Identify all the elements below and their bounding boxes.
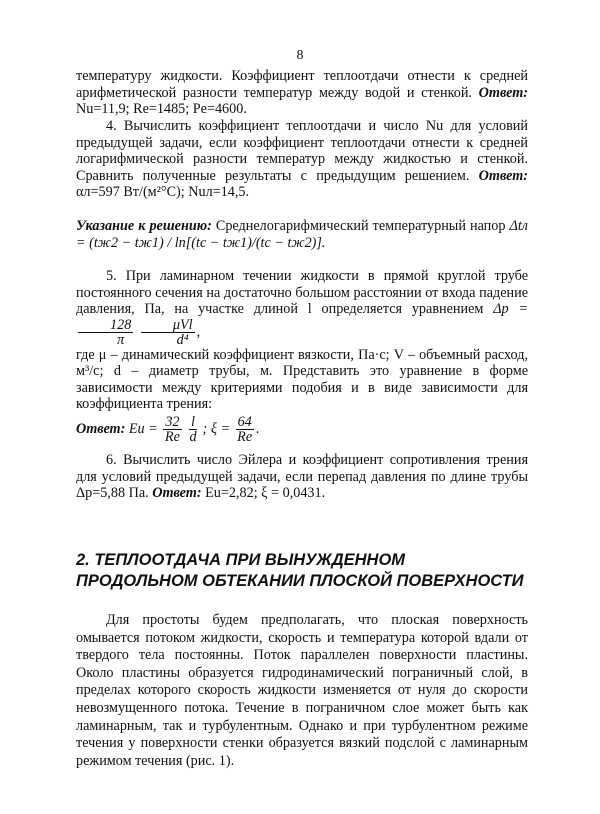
task-5: 5. При ламинарном течении жидкости в прямой круглой трубе постоянного сечения на достаточно большом расстоянии от входа падение давления, Па, на участке длиной l определяется уравнением Δp = $\frac{128}{\pi}$ $\frac{\text{μVl}}{\text{d⁴}}$ , где μ – динамический коэффициент вязкости, Па·с; V – объемный расход, м³/с; d – диаметр трубы, м. Представить это уравнение в форме зависимости между критериями подобия и в виде зависимости для коэффициента трения:: [76, 268, 529, 412]
fraction-numerator: l: [191, 414, 195, 430]
task-4: [76, 118, 528, 201]
fraction-numerator: 128: [78, 318, 133, 333]
page-number: 8: [296, 48, 304, 63]
fraction-denominator: Re: [237, 429, 253, 445]
hint-formula: Δtл = (tж2 − tж1) / ln[(tс − tж1)/(tс − tж2)].: [76, 218, 528, 251]
answer-values: Nu=11,9; Re=1485; Pe=4600.: [76, 101, 247, 117]
fraction-denominator: d⁴: [176, 331, 189, 348]
fraction-denominator: d: [189, 429, 197, 445]
answer-label: Ответ:: [478, 167, 528, 184]
section-body: [76, 612, 528, 770]
section-heading: 2. ТЕПЛООТДАЧА ПРИ ВЫНУЖДЕННОМ ПРОДОЛЬНОМ ОБТЕКАНИИ ПЛОСКОЙ ПОВЕРХНОСТИ: [76, 551, 524, 590]
section-body-text: Для простоты будем предполагать, что плоская поверхность омывается потоком жидкости, скорость и температура которой вдали от твердого тела постоянны. Поток параллелен поверхности пластины. Около пластины образуется гидродинамический пограничный слой, в пределах которого скорость жидкости изменяется от нуля до скорости невозмущенного потока. Течение в пограничном слое может быть как ламинарным, так и турбулентным. Однако и при турбулентном режиме течения у поверхности стенки образуется вязкий подслой с ламинарным режимом течения (рис. 1).: [76, 612, 528, 769]
pressure-drop-lhs: Δp =: [493, 301, 529, 317]
answer-label: Ответ:: [478, 84, 528, 101]
hint-block: [76, 218, 528, 251]
hint-label: Указание к решению:: [76, 218, 212, 234]
answer-label: Ответ:: [76, 420, 126, 437]
fraction-128-pi: [78, 318, 133, 347]
continuation-text: температуру жидкости. Коэффициент теплоотдачи отнести к средней арифметической разности температур между водой и стенкой.: [76, 68, 528, 101]
task-4-answer: αл=597 Вт/(м²°С); Nuл=14,5.: [76, 184, 250, 200]
fraction-l-d: [189, 415, 197, 444]
fraction-denominator: Re: [164, 429, 180, 445]
hint-text: Среднелогарифмический температурный напор: [215, 218, 506, 234]
task-6-text: 6. Вычислить число Эйлера и коэффициент сопротивления трения для условий предыдущей задачи, если перепад давления по длине трубы Δp=5,88 Па.: [76, 452, 528, 501]
fraction-numerator: μVl: [141, 318, 195, 333]
block-continuation: [76, 68, 528, 118]
task-5-text: 5. При ламинарном течении жидкости в прямой круглой трубе постоянного сечения на достаточно большом расстоянии от входа падение давления, Па, на участке длиной l определяется уравнением: [76, 268, 528, 317]
answer-label: Ответ:: [152, 485, 202, 501]
euler-lhs: Eu =: [128, 420, 158, 437]
fraction-64-re: [236, 415, 254, 444]
task-4-text: 4. Вычислить коэффициент теплоотдачи и число Nu для условий предыдущей задачи, если коэффициент теплоотдачи отнести к средней логарифмической разности температур между жидкостью и стенкой. Сравнить полученные результаты с предыдущим решением.: [76, 118, 528, 184]
task-6: [76, 452, 528, 502]
fraction-numerator: 32: [165, 414, 180, 430]
friction-lhs: ; ξ =: [202, 420, 231, 437]
task-5-answer: Ответ: Eu = $\frac{32}{Re}$ $\frac{l}{d}$ ; ξ = $\frac{64}{Re}$ .: [76, 414, 260, 445]
task-5-definitions: где μ – динамический коэффициент вязкости, Па·с; V – объемный расход, м³/с; d – диаметр трубы, м. Представить это уравнение в форме зависимости между критериями подобия и в виде зависимости для коэффициента трения:: [76, 346, 528, 412]
fraction-muvl-d4: [141, 318, 195, 347]
fraction-32-re: [163, 415, 181, 444]
task-6-answer: Eu=2,82; ξ = 0,0431.: [205, 485, 326, 501]
fraction-denominator: π: [117, 331, 125, 348]
fraction-numerator: 64: [237, 414, 252, 430]
